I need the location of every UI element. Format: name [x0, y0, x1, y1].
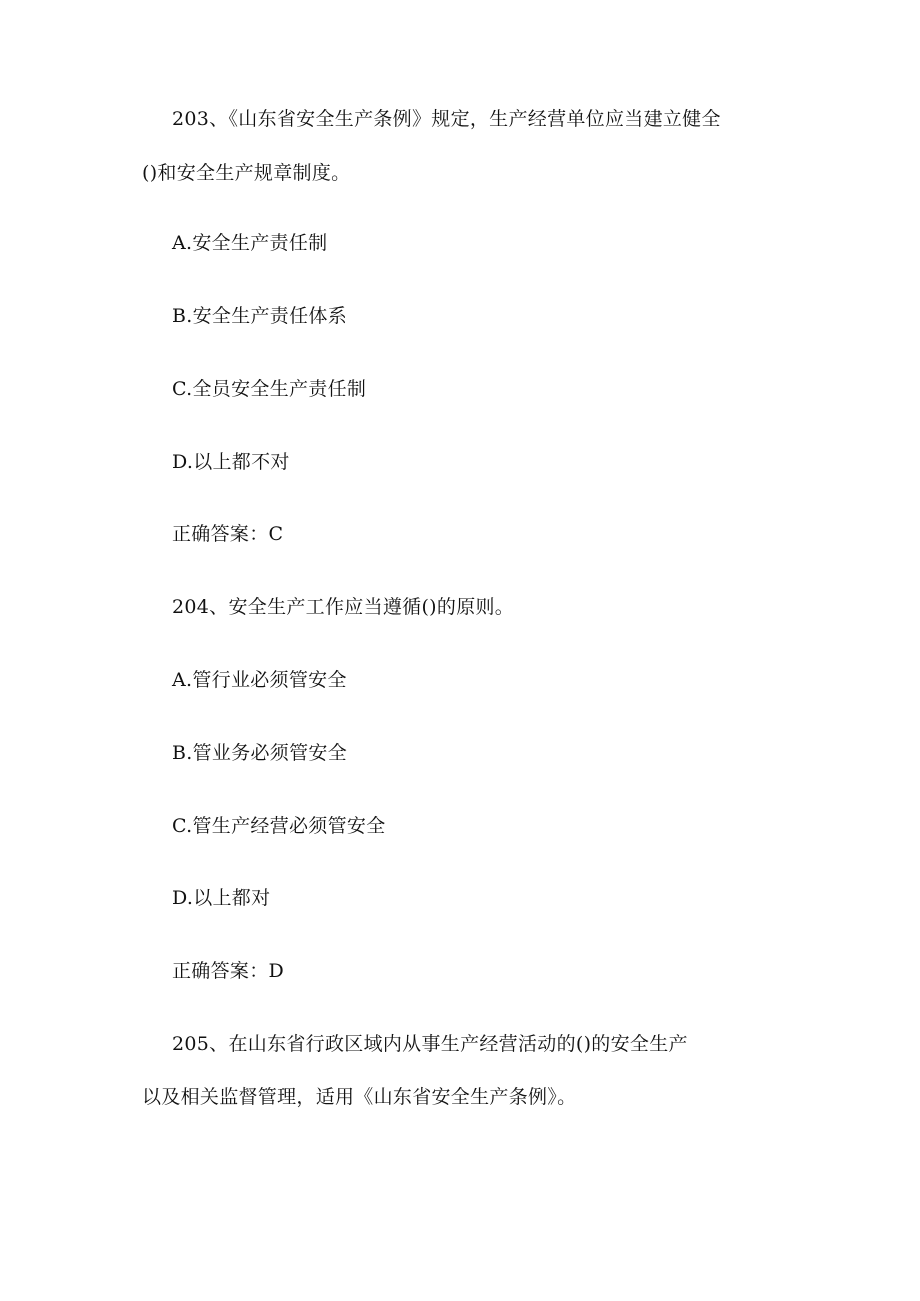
question-203-option-b: B.安全生产责任体系 [172, 305, 348, 327]
question-204-option-b: B.管业务必须管安全 [172, 742, 348, 764]
question-204-stem-line1: 204、安全生产工作应当遵循()的原则。 [172, 596, 515, 618]
question-204-option-a: A.管行业必须管安全 [172, 669, 347, 691]
question-203-stem-line2: ()和安全生产规章制度。 [142, 162, 351, 184]
question-203-option-c: C.全员安全生产责任制 [172, 378, 367, 400]
question-205-stem-line1: 205、在山东省行政区域内从事生产经营活动的()的安全生产 [172, 1033, 688, 1055]
question-203-option-d: D.以上都不对 [172, 451, 290, 473]
question-204-answer: 正确答案：D [172, 960, 285, 982]
question-203-stem-line1: 203、《山东省安全生产条例》规定，生产经营单位应当建立健全 [172, 108, 721, 130]
question-204-option-c: C.管生产经营必须管安全 [172, 815, 386, 837]
question-204-option-d: D.以上都对 [172, 887, 271, 909]
question-203-option-a: A.安全生产责任制 [172, 232, 328, 254]
question-205-stem-line2: 以及相关监督管理，适用《山东省安全生产条例》。 [142, 1086, 577, 1108]
question-203-answer: 正确答案：C [172, 523, 284, 545]
